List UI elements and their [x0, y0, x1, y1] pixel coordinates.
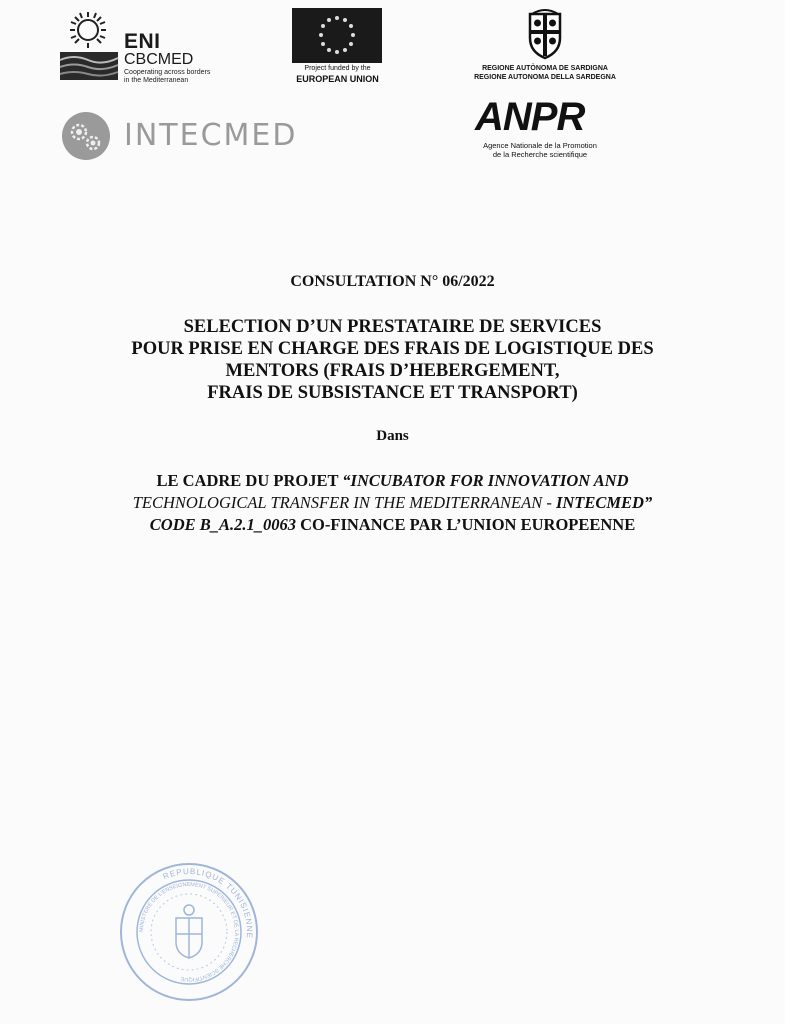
eu-caption-union: EUROPEAN UNION: [296, 74, 379, 84]
cadre-l1-b: “INCUBATOR FOR INNOVATION AND: [342, 471, 629, 490]
cadre-l3-b: CO-FINANCE PAR L’UNION EUROPEENNE: [296, 515, 636, 534]
eni-title: ENI: [124, 30, 161, 53]
eni-tagline-2: in the Mediterranean: [124, 77, 189, 84]
cadre-l3-a: CODE B_A.2.1_0063: [149, 515, 297, 534]
cadre-line-3: [0, 514, 785, 536]
official-stamp: [118, 862, 260, 1002]
sardinia-region-logo: [460, 5, 630, 83]
selection-line: POUR PRISE EN CHARGE DES FRAIS DE LOGISTIQUE DES: [131, 339, 654, 359]
anpr-wordmark: ANPR: [475, 95, 585, 139]
project-frame: [0, 470, 785, 536]
cadre-l2-b: INTECMED”: [555, 493, 653, 512]
intecmed-logo: [58, 108, 338, 164]
eni-cbcmed-logo: [58, 10, 238, 88]
selection-title: [0, 316, 785, 404]
eu-logo: [290, 8, 385, 86]
cadre-line-2: [0, 492, 785, 514]
anpr-subtitle-1: Agence Nationale de la Promotion: [483, 141, 597, 150]
sardinia-crest-icon: [524, 8, 566, 60]
eni-tagline-1: Cooperating across borders: [124, 69, 211, 76]
gears-icon: [58, 108, 114, 164]
selection-line: MENTORS (FRAIS D’HEBERGEMENT,: [225, 361, 560, 381]
dans-label: Dans: [376, 428, 409, 444]
eni-sun-icon: [58, 10, 120, 80]
stamp-seal-icon: [118, 862, 260, 1002]
sardinia-line-1: REGIONE AUTÒNOMA DE SARDIGNA: [482, 65, 608, 72]
sardinia-line-2: REGIONE AUTONOMA DELLA SARDEGNA: [474, 74, 616, 81]
stamp-inner-text: MINISTERE DE L'ENSEIGNEMENT SUPERIEUR ET DE LA RECHERCHE SCIENTIFIQUE: [138, 881, 240, 983]
eu-flag-icon: [292, 8, 382, 63]
cadre-line-1: [0, 470, 785, 492]
anpr-logo: [455, 95, 625, 170]
eni-subtitle: CBCMED: [124, 51, 194, 68]
eni-tagline: [124, 69, 234, 85]
selection-line: SELECTION D’UN PRESTATAIRE DE SERVICES: [183, 317, 602, 337]
stamp-outer-text: REPUBLIQUE TUNISIENNE: [161, 866, 255, 940]
anpr-subtitle-2: de la Recherche scientifique: [492, 150, 588, 159]
cadre-l2-a: TECHNOLOGICAL TRANSFER IN THE MEDITERRANEAN -: [132, 493, 556, 512]
eu-caption-funded: Project funded by the: [304, 65, 371, 72]
consultation-number: CONSULTATION N° 06/2022: [290, 273, 495, 290]
intecmed-wordmark: INTECMED: [124, 118, 298, 153]
cadre-l1-a: LE CADRE DU PROJET: [156, 471, 343, 490]
selection-line: FRAIS DE SUBSISTANCE ET TRANSPORT): [207, 383, 578, 403]
